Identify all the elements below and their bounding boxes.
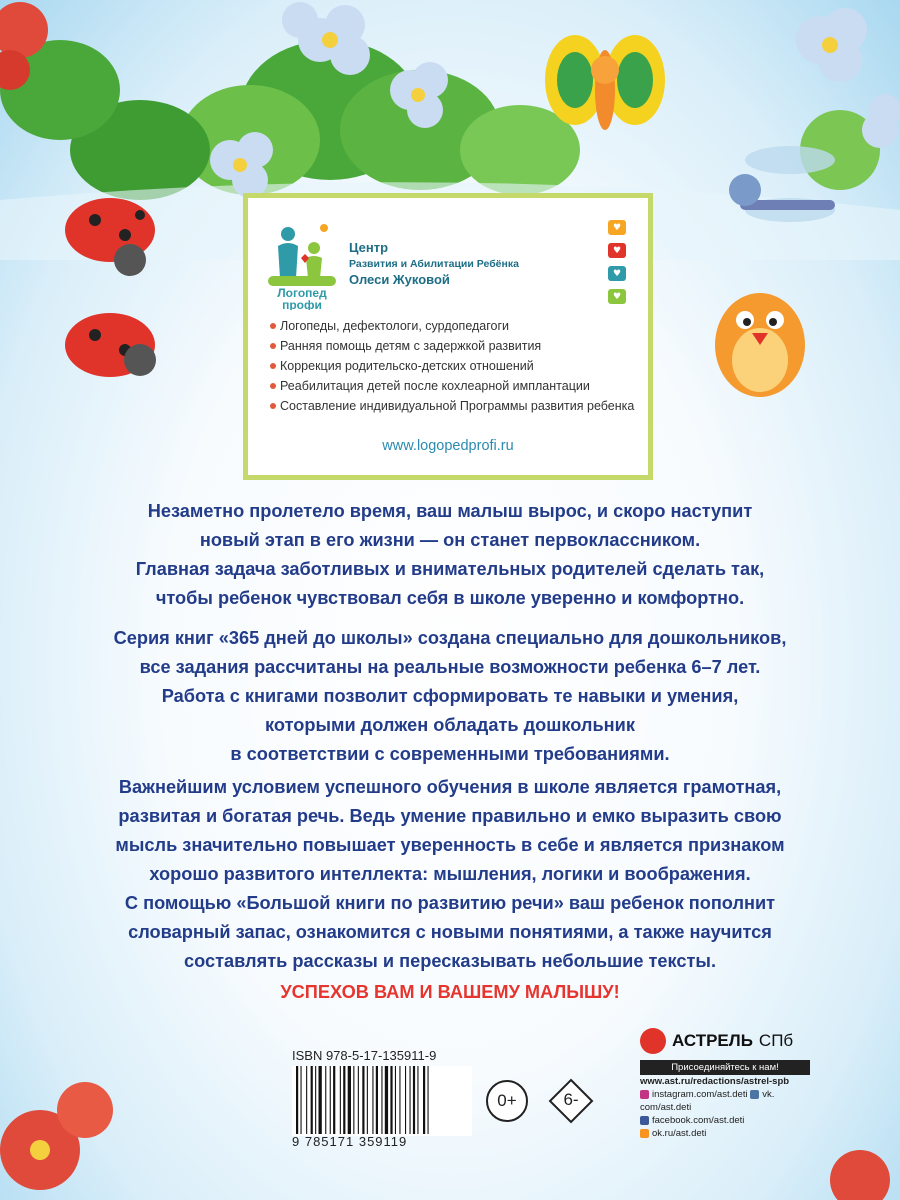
ok-link[interactable]: ok.ru/ast.deti (640, 1127, 810, 1140)
text-line: чтобы ребенок чувствовал себя в школе уверенно и комфортно. (155, 588, 745, 608)
heart-icon: ♥ (608, 289, 626, 304)
publisher-block (640, 1028, 810, 1140)
list-item: Ранняя помощь детям с задержкой развития (270, 336, 640, 356)
text-line: которыми должен обладать дошкольник (265, 715, 635, 735)
text-line: мысль значительно повышает уверенность в себе и является признаком (115, 835, 785, 855)
text-line: хорошо развитого интеллекта: мышления, логики и воображения. (149, 864, 751, 884)
logopedprofi-logo (268, 218, 336, 310)
text-line: Главная задача заботливых и внимательных родителей сделать так, (135, 559, 765, 579)
text-line: словарный запас, ознакомится с новыми понятиями, а также научится (128, 922, 772, 942)
age-rating-diamond (548, 1078, 594, 1124)
center-title-line1: Центр (349, 240, 389, 255)
intro-paragraph (40, 497, 860, 613)
text-line: новый этап в его жизни — он станет первоклассником. (199, 530, 701, 550)
svg-text:профи: профи (282, 298, 322, 310)
isbn-number: ISBN 978-5-17-135911-9 (292, 1048, 437, 1063)
instagram-link[interactable]: instagram.com/ast.deti vk. (640, 1088, 810, 1101)
list-item: Реабилитация детей после кохлеарной имплантации (270, 376, 640, 396)
text-line: развитая и богатая речь. Ведь умение правильно и емко выразить свою (118, 806, 782, 826)
series-paragraph (40, 624, 860, 769)
ok-icon (640, 1129, 649, 1138)
text-line: Работа с книгами позволит сформировать те навыки и умения, (161, 686, 739, 706)
text-line: Важнейшим условием успешного обучения в школе является грамотная, (118, 777, 782, 797)
services-list (270, 316, 640, 416)
butterfly-icon (545, 35, 665, 130)
publisher-city: СПб (758, 1031, 794, 1050)
website-link[interactable]: www.logopedprofi.ru (382, 438, 514, 454)
instagram-icon (640, 1090, 649, 1099)
barcode-icon (292, 1066, 472, 1136)
barcode-digits: 9 785171 359119 (292, 1134, 408, 1149)
logopedprofi-promo-box (243, 193, 653, 480)
text-line: Серия книг «365 дней до школы» создана специально для дошкольников, (113, 628, 787, 648)
ladybug-icon (65, 198, 156, 377)
publisher-name: АСТРЕЛЬ (672, 1031, 753, 1050)
closing-slogan: УСПЕХОВ ВАМ И ВАШЕМУ МАЛЫШУ! (280, 982, 620, 1002)
center-title-line3: Олеси Жуковой (349, 272, 450, 287)
bird-icon (715, 293, 805, 397)
text-line: все задания рассчитаны на реальные возможности ребенка 6–7 лет. (139, 657, 761, 677)
text-line: Незаметно пролетело время, ваш малыш вырос, и скоро наступит (147, 501, 753, 521)
facebook-icon (640, 1116, 649, 1125)
list-item: Составление индивидуальной Программы развития ребенка (270, 396, 640, 416)
vk-icon (750, 1090, 759, 1099)
join-us-banner: Присоединяйтесь к нам! (640, 1060, 810, 1075)
publisher-link[interactable]: www.ast.ru/redactions/astrel-spb (640, 1076, 790, 1087)
list-item: Коррекция родительско-детских отношений (270, 356, 640, 376)
vk-link[interactable]: com/ast.deti (640, 1102, 692, 1113)
text-line: С помощью «Большой книги по развитию речи» ваш ребенок пополнит (124, 893, 776, 913)
svg-text:Логопед: Логопед (277, 286, 327, 300)
heart-icon: ♥ (608, 243, 626, 258)
age-rating-diamond-label: 6- (563, 1090, 579, 1109)
heart-icon: ♥ (608, 266, 626, 281)
text-line: в соответствии с современными требованиями. (230, 744, 670, 764)
facebook-link[interactable]: facebook.com/ast.deti (640, 1114, 810, 1127)
heart-icon: ♥ (608, 220, 626, 235)
center-title (349, 240, 519, 288)
age-rating-circle: 0+ (486, 1080, 528, 1122)
astrel-logo-icon (640, 1028, 666, 1054)
list-item: Логопеды, дефектологи, сурдопедагоги (270, 316, 640, 336)
text-line: составлять рассказы и пересказывать небольшие тексты. (183, 951, 717, 971)
speech-paragraph (40, 773, 860, 976)
promo-social-icons (608, 220, 626, 312)
center-title-line2: Развития и Абилитации Ребёнка (349, 258, 519, 270)
